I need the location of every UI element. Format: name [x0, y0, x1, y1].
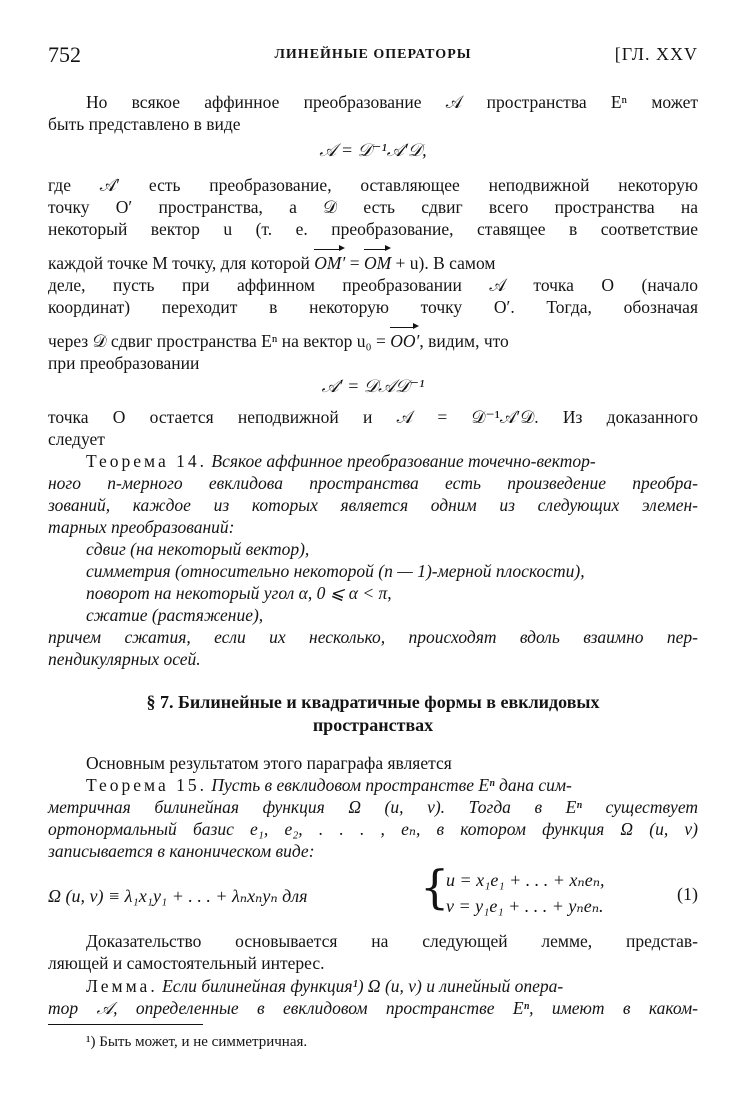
- theorem-line: записывается в каноническом виде:: [48, 841, 315, 861]
- text-line: ляющей и самостоятельный интерес.: [48, 953, 325, 973]
- theorem-line: метричная билинейная функция Ω (u, v). Тогда в Eⁿ существует: [48, 797, 698, 817]
- lemma-first-line: Лемма. Если билинейная функция¹) Ω (u, v) и линейный опера-: [86, 976, 564, 996]
- vector-om: OM: [363, 253, 392, 273]
- theorem-line: ного n-мерного евклидова пространства есть произведение преобра-: [48, 473, 698, 493]
- section-heading: § 7. Билинейные и квадратичные формы в евклидовых: [146, 692, 600, 712]
- text-line: Но всякое аффинное преобразование 𝒜 пространства Eⁿ может: [86, 92, 698, 112]
- theorem-line: пендикулярных осей.: [48, 649, 201, 669]
- list-item: симметрия (относительно некоторой (n — 1)-мерной плоскости),: [86, 561, 585, 581]
- section-heading-cont: пространствах: [312, 715, 434, 735]
- theorem-14-first-line: Теорема 14. Всякое аффинное преобразование точечно-вектор-: [86, 451, 596, 471]
- text-line: Основным результатом этого параграфа является: [86, 753, 452, 773]
- equation-number: (1): [677, 884, 698, 904]
- list-item: поворот на некоторый угол α, 0 ⩽ α < π,: [86, 583, 392, 603]
- theorem-line: причем сжатия, если их несколько, происходят вдоль взаимно пер-: [48, 627, 698, 647]
- text-line: следует: [48, 429, 105, 449]
- theorem-line: ортонормальный базис e₁, e₂, . . . , eₙ, в котором функция Ω (u, v): [48, 819, 698, 839]
- text-line: где 𝒜′ есть преобразование, оставляющее неподвижной некоторую: [48, 175, 698, 195]
- theorem-line: зований, каждое из которых является одним из следующих элемен-: [48, 495, 698, 515]
- theorem-14-label: Теорема 14.: [86, 451, 208, 471]
- footnote-rule: [48, 1024, 203, 1025]
- lemma-line: тор 𝒜, определенные в евклидовом пространстве Eⁿ, имеют в каком-: [48, 998, 698, 1018]
- lemma-label: Лемма.: [86, 976, 158, 996]
- page-number: 752: [48, 42, 81, 67]
- vector-oo-prime: OO′: [390, 331, 420, 351]
- running-title: ЛИНЕЙНЫЕ ОПЕРАТОРЫ: [274, 47, 472, 62]
- book-page: [48, 0, 698, 1100]
- theorem-15-first-line: Теорема 15. Пусть в евклидовом пространстве Eⁿ дана сим-: [86, 775, 572, 795]
- formula-conjugation: 𝒜′ = 𝒟𝒜𝒟⁻¹: [321, 376, 425, 396]
- theorem-line: тарных преобразований:: [48, 517, 235, 537]
- running-header: [48, 42, 698, 72]
- text-line: точка O остается неподвижной и 𝒜 = 𝒟⁻¹𝒜′𝒟. Из доказанного: [48, 407, 698, 427]
- text-line: Доказательство основывается на следующей лемме, представ-: [86, 931, 698, 951]
- text-line: при преобразовании: [48, 353, 200, 373]
- equation-row-v: v = y₁e₁ + . . . + yₙeₙ.: [446, 896, 604, 916]
- text-line: быть представлено в виде: [48, 114, 241, 134]
- text-line: координат) переходит в некоторую точку O′. Тогда, обозначая: [48, 297, 698, 317]
- list-item: сжатие (растяжение),: [86, 605, 264, 625]
- footnote: ¹) Быть может, и не симметричная.: [86, 1034, 308, 1050]
- text-line-with-vectors: каждой точке M точку, для которой OM′ = OM + u). В самом: [48, 253, 496, 273]
- list-item: сдвиг (на некоторый вектор),: [86, 539, 310, 559]
- equation-lhs: Ω (u, v) ≡ λ₁x₁y₁ + . . . + λₙxₙyₙ для: [48, 886, 308, 906]
- system-brace: {: [420, 860, 450, 914]
- text-line-with-vector: через 𝒟 сдвиг пространства Eⁿ на вектор u₀ = OO′, видим, что: [48, 331, 509, 351]
- text-line: деле, пусть при аффинном преобразовании 𝒜 точка O (начало: [48, 275, 698, 295]
- text-line: точку O′ пространства, а 𝒟 есть сдвиг всего пространства на: [48, 197, 698, 217]
- chapter-label: [ГЛ. XXV: [614, 44, 698, 64]
- formula-affine-decomposition: 𝒜 = 𝒟⁻¹𝒜′𝒟,: [319, 140, 427, 160]
- text-line: некоторый вектор u (т. е. преобразование, ставящее в соответствие: [48, 219, 698, 239]
- vector-om-prime: OM′: [314, 253, 346, 273]
- equation-row-u: u = x₁e₁ + . . . + xₙeₙ,: [446, 870, 605, 890]
- theorem-15-label: Теорема 15.: [86, 775, 208, 795]
